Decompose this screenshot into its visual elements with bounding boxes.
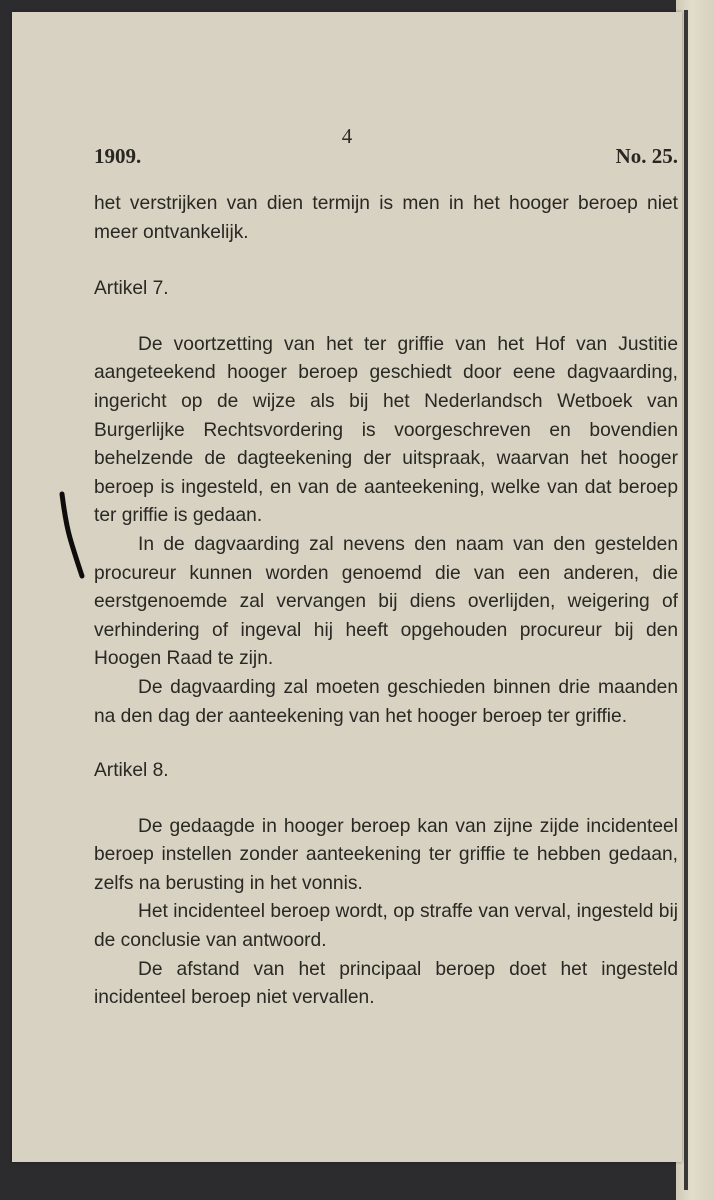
- document-body: [94, 190, 678, 1013]
- header-year: 1909.: [94, 144, 142, 168]
- article-8-paragraph-1: De gedaagde in hooger beroep kan van zijne zijde incidenteel beroep instellen zonder aanteekening ter griffie te hebben gedaan, zelfs na berusting in het vonnis.: [94, 815, 678, 894]
- document-page: [12, 12, 682, 1162]
- continued-paragraph: het verstrijken van dien termijn is men in het hooger beroep niet meer ontvankelijk.: [94, 193, 678, 243]
- article-8-paragraph-2: Het incidenteel beroep wordt, op straffe van verval, ingesteld bij de conclusie van antwoord.: [94, 901, 678, 952]
- article-7-paragraph-1: De voortzetting van het ter griffie van het Hof van Justitie aangeteekend hooger beroep geschiedt door eene dagvaarding, ingericht op de wijze als bij het Nederlandsch Wetboek van Burgerlijke Rechtsvordering is voorgeschreven en bovendien behelzende de dagteekening der uitspraak, waarvan het hooger beroep is ingesteld, en van de aanteekening, welke van dat beroep ter griffie is gedaan.: [94, 333, 678, 527]
- article-8-paragraph-3: De afstand van het principaal beroep doet het ingesteld incidenteel beroep niet vervallen.: [94, 958, 678, 1009]
- article-8-heading: Artikel 8.: [94, 760, 169, 782]
- page-number: 4: [341, 124, 353, 148]
- article-7-heading: Artikel 7.: [94, 278, 169, 300]
- pencil-margin-mark-icon: [54, 490, 90, 580]
- article-7-paragraph-3: De dagvaarding zal moeten geschieden binnen drie maanden na den dag der aanteekening van het hooger beroep ter griffie.: [94, 676, 678, 727]
- header-document-number: No. 25.: [615, 144, 678, 168]
- article-7-paragraph-2: In de dagvaarding zal nevens den naam van den gestelden procureur kunnen worden genoemd die van een anderen, die eerstgenoemde zal vervangen bij diens overlijden, weigering of verhindering of ingeval hij heeft opgehouden procureur bij den Hoogen Raad te zijn.: [94, 533, 678, 670]
- book-binding-shadow: [684, 10, 688, 1190]
- page-header: [12, 12, 682, 172]
